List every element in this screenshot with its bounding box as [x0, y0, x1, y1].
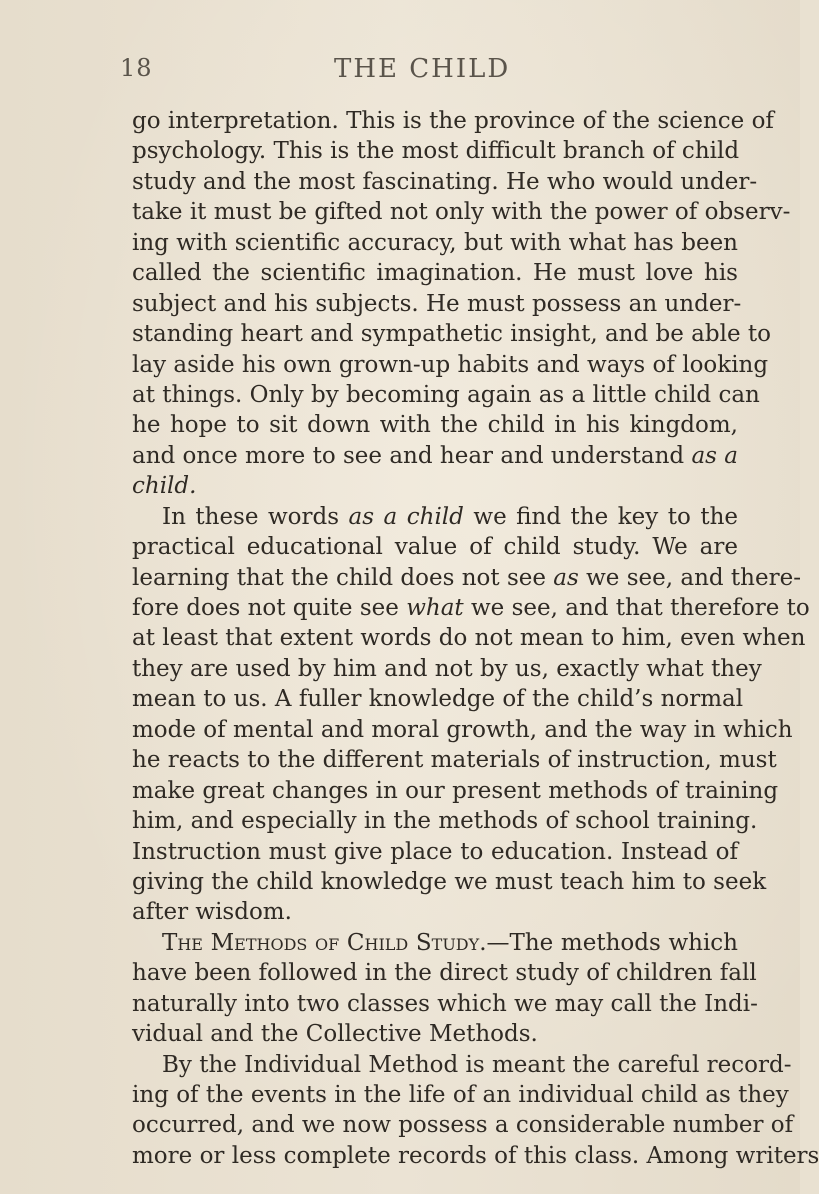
- text-line: practical educational value of child study. We are: [132, 534, 738, 561]
- section-heading-line: [132, 928, 738, 958]
- text-line: after wisdom.: [132, 899, 292, 926]
- text-line: ing with scientific accuracy, but with what has been: [132, 229, 738, 256]
- page-number: 18: [120, 54, 153, 82]
- text-line: lay aside his own grown-up habits and ways of looking: [132, 351, 769, 378]
- paragraph-start-line: [132, 502, 738, 532]
- text-line: Instruction must give place to education. Instead of: [132, 838, 738, 865]
- body-text: [132, 106, 819, 1171]
- text-fragment: we see, and that therefore to: [470, 595, 810, 621]
- text-fragment: we find the key to the: [473, 503, 739, 530]
- text-line: at least that extent words do not mean to him, even when: [132, 625, 806, 652]
- text-line: study and the most fascinating. He who would under-: [132, 168, 758, 195]
- italic-phrase: as a: [691, 442, 739, 469]
- text-fragment: fore does not quite see: [132, 595, 399, 621]
- running-head: THE CHILD: [334, 54, 511, 84]
- page-header: [116, 54, 736, 86]
- text-line: [132, 471, 738, 501]
- section-heading: The Methods of Child Study.: [162, 929, 487, 956]
- text-line: naturally into two classes which we may call the Indi-: [132, 990, 758, 1017]
- text-line: ing of the events in the life of an individual child as they: [132, 1082, 789, 1108]
- text-line: [132, 593, 810, 623]
- text-line: vidual and the Collective Methods.: [132, 1021, 538, 1048]
- text-line: take it must be gifted not only with the power of observ-: [132, 199, 791, 226]
- italic-phrase: child.: [132, 473, 197, 500]
- paragraph-start-line: By the Individual Method is meant the careful record-: [162, 1051, 792, 1078]
- text-fragment: learning that the child does not see: [132, 564, 546, 591]
- text-line: occurred, and we now possess a considerable number of: [132, 1112, 794, 1139]
- italic-phrase: what: [406, 595, 464, 621]
- text-line: [132, 441, 738, 471]
- text-fragment: —The methods which: [486, 929, 738, 956]
- italic-phrase: as: [553, 564, 579, 591]
- text-line: they are used by him and not by us, exactly what they: [132, 655, 762, 682]
- text-line: have been followed in the direct study of children fall: [132, 960, 757, 987]
- text-line: subject and his subjects. He must possess an under-: [132, 290, 742, 317]
- text-line: mode of mental and moral growth, and the way in which: [132, 716, 793, 743]
- text-line: psychology. This is the most difficult branch of child: [132, 138, 740, 165]
- text-line: he hope to sit down with the child in his kingdom,: [132, 412, 738, 439]
- text-fragment: and once more to see and hear and understand: [132, 442, 685, 469]
- text-line: go interpretation. This is the province of the science of: [132, 108, 774, 134]
- text-line: mean to us. A fuller knowledge of the child’s normal: [132, 686, 744, 713]
- text-line: make great changes in our present methods of training: [132, 777, 779, 804]
- text-line: he reacts to the different materials of instruction, must: [132, 747, 777, 774]
- text-fragment: we see, and there-: [586, 564, 801, 591]
- text-line: at things. Only by becoming again as a little child can: [132, 381, 760, 408]
- text-line: standing heart and sympathetic insight, and be able to: [132, 321, 771, 348]
- text-line: [132, 563, 801, 593]
- text-fragment: In these words: [162, 503, 340, 530]
- text-line: him, and especially in the methods of school training.: [132, 808, 758, 835]
- text-line: called the scientific imagination. He must love his: [132, 260, 738, 287]
- italic-phrase: as a child: [348, 503, 464, 530]
- text-line: giving the child knowledge we must teach him to seek: [132, 868, 767, 895]
- text-line: more or less complete records of this class. Among writers: [132, 1142, 819, 1169]
